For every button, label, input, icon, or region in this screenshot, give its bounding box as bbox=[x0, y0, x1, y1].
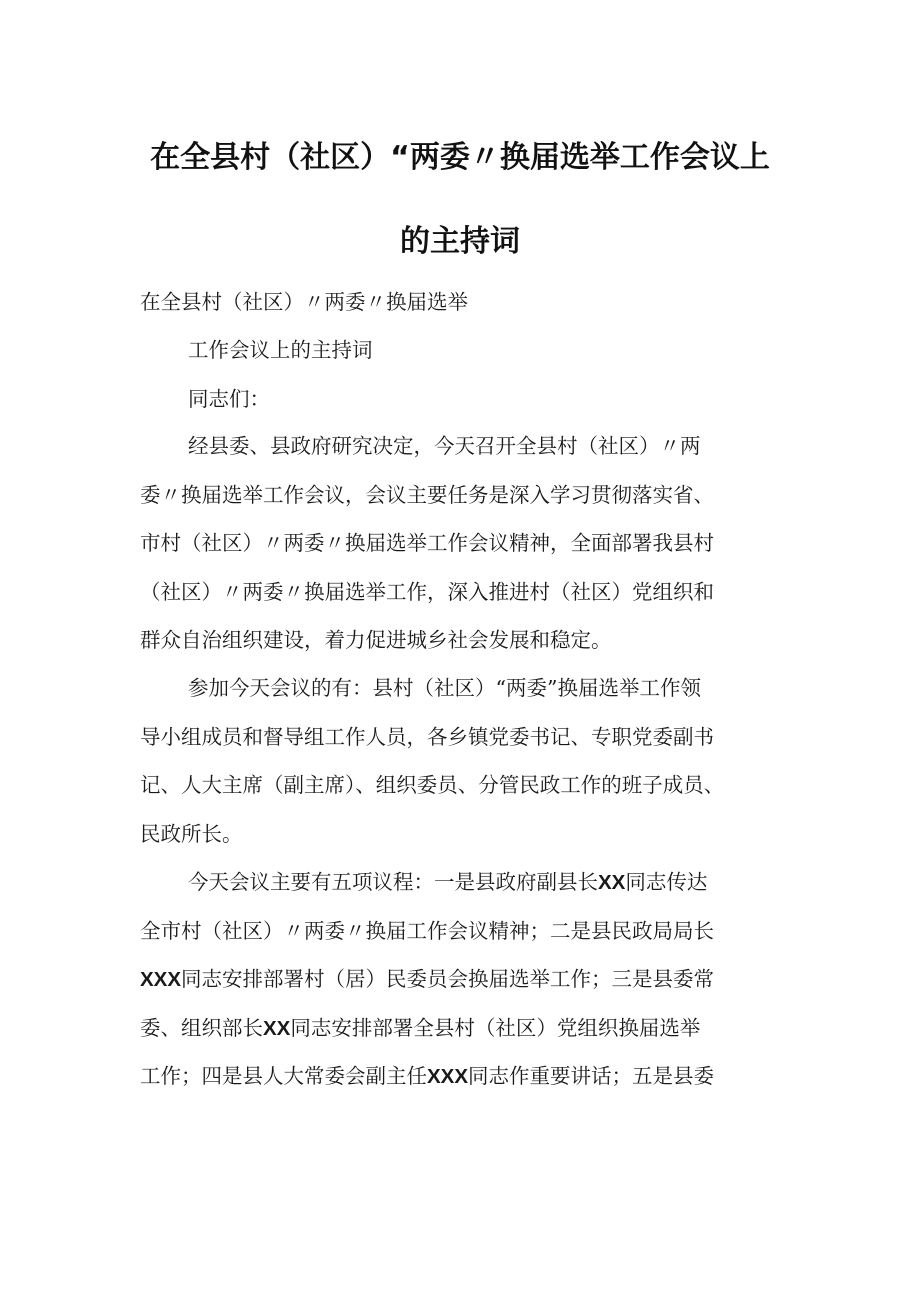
paragraph-line: 群众自治组织建设，着力促进城乡社会发展和稳定。 bbox=[140, 628, 612, 652]
placeholder-name: XX bbox=[263, 1016, 291, 1040]
text-run: 同志安排部署村（居）民委员会换届选举工作；三是县委常 bbox=[181, 967, 715, 991]
paragraph-line: 经县委、县政府研究决定，今天召开全县村（社区）〃两 bbox=[188, 434, 701, 458]
paragraph-line: 记、人大主席（副主席）、组织委员、分管民政工作的班子成员、 bbox=[140, 773, 725, 797]
placeholder-name: XXX bbox=[427, 1065, 469, 1088]
text-run: 同志传达 bbox=[625, 870, 708, 894]
paragraph-line bbox=[140, 1052, 790, 1101]
paragraph-line: 民政所长。 bbox=[140, 821, 243, 846]
placeholder-name: XXX bbox=[140, 968, 182, 991]
paragraph-line: （社区）〃两委〃换届选举工作，深入推进村（社区）党组织和 bbox=[140, 579, 714, 604]
paragraph-2 bbox=[140, 664, 790, 858]
document-title-line-2: 的主持词 bbox=[400, 224, 520, 259]
paragraph-1 bbox=[140, 422, 790, 665]
paragraph-line bbox=[140, 1004, 790, 1053]
paragraph-line: 委〃换届选举工作会议，会议主要任务是深入学习贯彻落实省、 bbox=[140, 482, 714, 507]
paragraph-line bbox=[140, 955, 790, 1004]
document-title-line-1: 在全县村（社区）“两委〃换届选举工作会议上 bbox=[150, 140, 770, 175]
paragraph-line bbox=[140, 858, 790, 907]
text-run: 同志作重要讲话；五是县委 bbox=[468, 1064, 715, 1088]
paragraph-3 bbox=[140, 858, 790, 1101]
paragraph-line: 导小组成员和督导组工作人员，各乡镇党委书记、专职党委副书 bbox=[140, 724, 714, 749]
text-run: 同志安排部署全县村（社区）党组织换届选举 bbox=[290, 1015, 701, 1040]
text-run: 委、组织部长 bbox=[140, 1015, 263, 1040]
placeholder-name: XX bbox=[598, 871, 626, 894]
text-run: 今天会议主要有五项议程：一是县政府副县长 bbox=[188, 870, 598, 894]
greeting: 同志们： bbox=[188, 387, 270, 411]
subtitle-line-2: 工作会议上的主持词 bbox=[188, 338, 373, 362]
paragraph-line: 全市村（社区）〃两委〃换届工作会议精神；二是县民政局局长 bbox=[140, 918, 714, 943]
subtitle-line-1: 在全县村（社区）〃两委〃换届选举 bbox=[140, 290, 468, 314]
paragraph-line: 参加今天会议的有：县村（社区）“两委”换届选举工作领 bbox=[188, 676, 701, 700]
text-run: 工作；四是县人大常委会副主任 bbox=[140, 1064, 427, 1088]
paragraph-line: 市村（社区）〃两委〃换届选举工作会议精神，全面部署我县村 bbox=[140, 531, 714, 555]
